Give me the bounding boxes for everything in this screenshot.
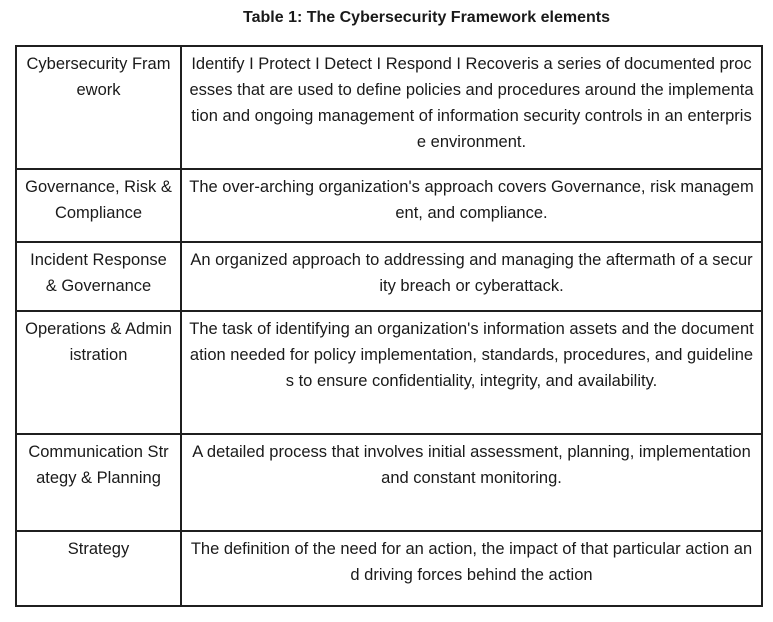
description-cell: An organized approach to addressing and managing the aftermath of a security breach or cyberattack. xyxy=(181,242,762,311)
table-row xyxy=(16,46,762,169)
description-cell: A detailed process that involves initial assessment, planning, implementation and constant monitoring. xyxy=(181,434,762,531)
table-caption: Table 1: The Cybersecurity Framework elements xyxy=(243,9,610,26)
table-row xyxy=(16,531,762,606)
description-cell: The task of identifying an organization's information assets and the documentation needed for policy implementation, standards, procedures, and guidelines to ensure confidentiality, integrity, and availability. xyxy=(181,311,762,434)
term-cell: Communication Strategy & Planning xyxy=(16,434,181,531)
term-cell: Incident Response & Governance xyxy=(16,242,181,311)
table-row xyxy=(16,169,762,242)
term-cell: Strategy xyxy=(16,531,181,606)
description-cell: The definition of the need for an action, the impact of that particular action and driving forces behind the action xyxy=(181,531,762,606)
term-cell: Governance, Risk & Compliance xyxy=(16,169,181,242)
table-row xyxy=(16,311,762,434)
description-cell: Identify I Protect I Detect I Respond I Recoveris a series of documented processes that are used to define policies and procedures around the implementation and ongoing management of information security controls in an enterprise environment. xyxy=(181,46,762,169)
table-row xyxy=(16,434,762,531)
term-cell: Operations & Administration xyxy=(16,311,181,434)
description-cell: The over-arching organization's approach covers Governance, risk management, and compliance. xyxy=(181,169,762,242)
table-row xyxy=(16,242,762,311)
term-cell: Cybersecurity Framework xyxy=(16,46,181,169)
framework-table xyxy=(15,45,763,607)
